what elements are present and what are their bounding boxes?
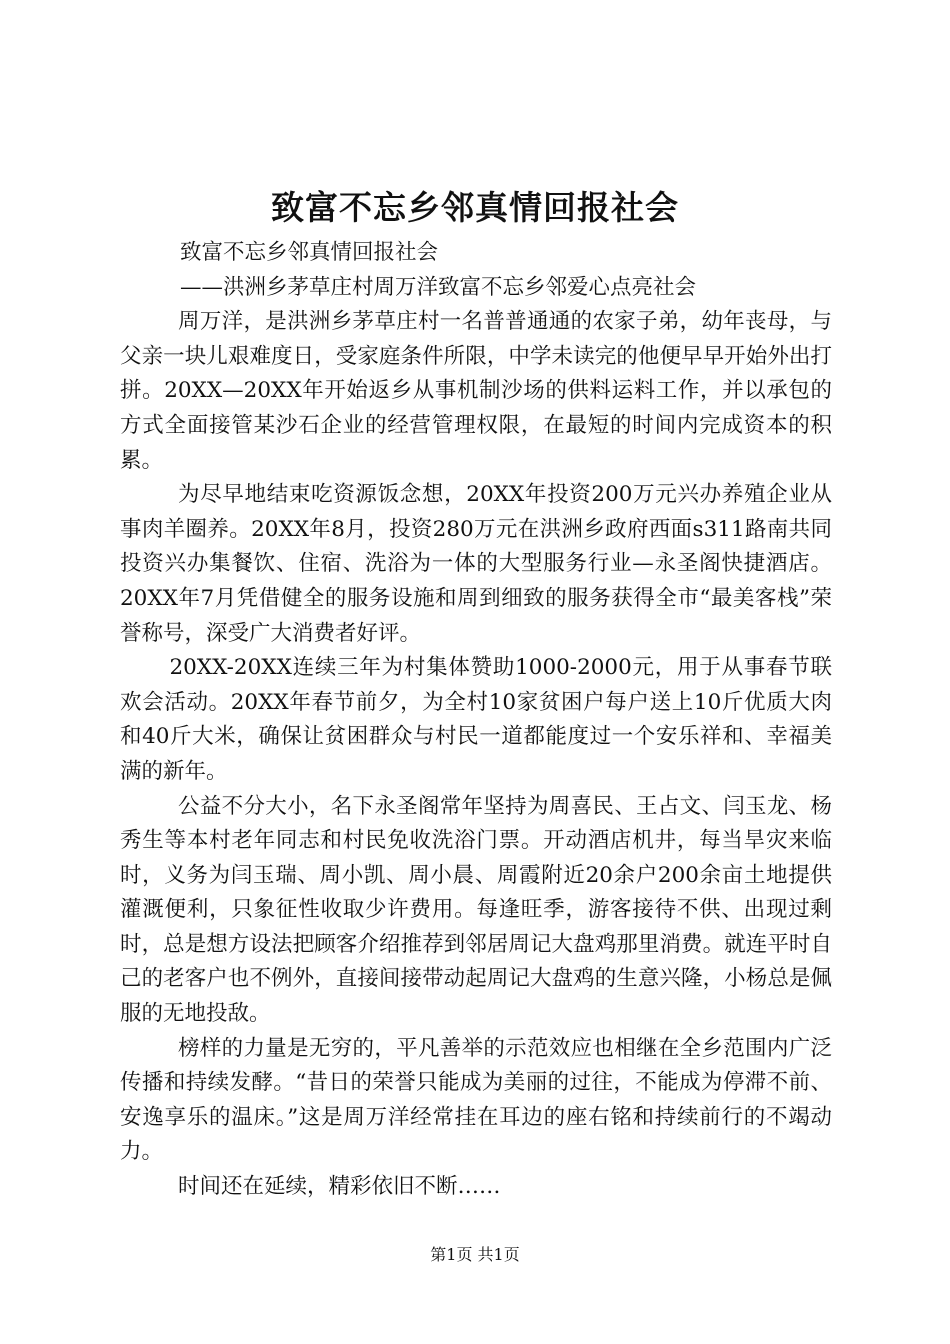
paragraph-1: 周万洋，是洪洲乡茅草庄村一名普普通通的农家子弟，幼年丧母，与父亲一块儿艰难度日，受家庭条件所限，中学未读完的他便早早开始外出打拼。20XX—20XX年开始返乡从事机制沙场的供料运料工作，并以承包的方式全面接管某沙石企业的经营管理权限，在最短的时间内完成资本的积累。 [120, 309, 832, 473]
paragraph-6: 时间还在延续，精彩依旧不断…… [178, 1174, 501, 1200]
paragraph-4: 公益不分大小，名下永圣阁常年坚持为周喜民、王占文、闫玉龙、杨秀生等本村老年同志和村民免收洗浴门票。开动酒店机井，每当旱灾来临时，义务为闫玉瑞、周小凯、周小晨、周霞附近20余户200余亩土地提供灌溉便利，只象征性收取少许费用。每逢旺季，游客接待不供、出现过剩时，总是想方设法把顾客介绍推荐到邻居周记大盘鸡那里消费。就连平时自己的老客户也不例外，直接间接带动起周记大盘鸡的生意兴隆，小杨总是佩服的无地投敌。 [120, 793, 832, 1027]
page-number: 第1页 共1页 [430, 1245, 520, 1264]
paragraph-5: 榜样的力量是无穷的，平凡善举的示范效应也相继在全乡范围内广泛传播和持续发酵。“昔日的荣誉只能成为美丽的过往，不能成为停滞不前、安逸享乐的温床。”这是周万洋经常挂在耳边的座右铭和持续前行的不竭动力。 [120, 1035, 832, 1165]
document-title: 致富不忘乡邻真情回报社会 [271, 188, 679, 227]
paragraph-2: 为尽早地结束吃资源饭念想，20XX年投资200万元兴办养殖企业从事肉羊圈养。20XX年8月，投资280万元在洪洲乡政府西面s311路南共同投资兴办集餐饮、住宿、洗浴为一体的大型服务行业—永圣阁快捷酒店。20XX年7月凭借健全的服务设施和周到细致的服务获得全市“最美客栈”荣誉称号，深受广大消费者好评。 [120, 482, 832, 646]
paragraph-3: 20XX-20XX连续三年为村集体赞助1000-2000元，用于从事春节联欢会活动。20XX年春节前夕，为全村10家贫困户每户送上10斤优质大肉和40斤大米，确保让贫困群众与村民一道都能度过一个安乐祥和、幸福美满的新年。 [120, 655, 832, 784]
document-body [120, 236, 832, 1205]
subtitle-main: 致富不忘乡邻真情回报社会 [180, 240, 439, 265]
subtitle-secondary: ——洪洲乡茅草庄村周万洋致富不忘乡邻爱心点亮社会 [180, 274, 697, 300]
